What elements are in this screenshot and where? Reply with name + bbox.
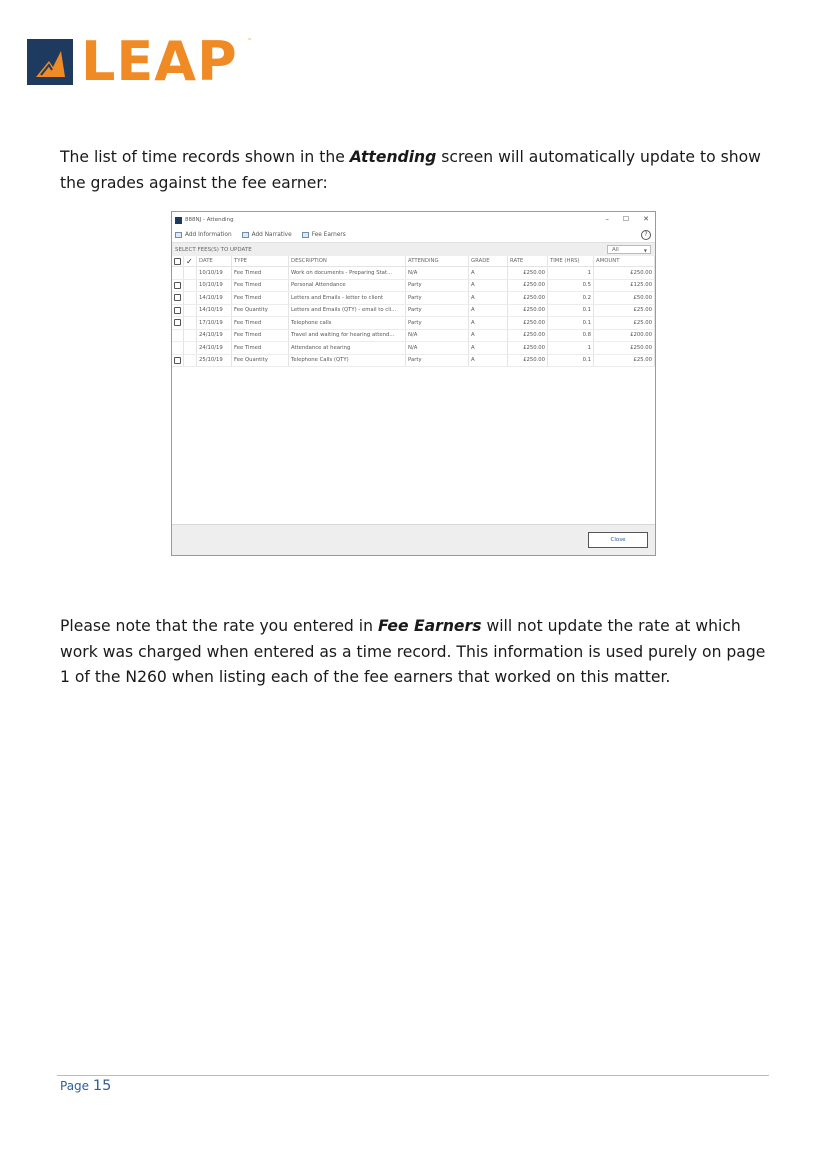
cell-attending: N/A	[406, 342, 469, 355]
leap-logo-icon	[27, 39, 73, 85]
select-fees-bar	[172, 242, 655, 256]
column-header[interactable]: DESCRIPTION	[289, 256, 406, 267]
cell-type: Fee Quantity	[232, 354, 289, 367]
footer-divider	[57, 1075, 769, 1076]
leap-logo-text: LEAP	[81, 30, 238, 93]
cell-description: Letters and Emails - letter to client	[289, 292, 406, 305]
add-information-label: Add Information	[185, 232, 232, 238]
cell-amount: £25.00	[594, 354, 655, 367]
add-narrative-label: Add Narrative	[251, 232, 292, 238]
row-checkbox-cell	[172, 329, 184, 342]
row-status-cell	[184, 317, 197, 330]
cell-description: Letters and Emails (QTY) - email to cli...	[289, 304, 406, 317]
cell-date: 10/10/19	[197, 267, 232, 280]
cell-amount: £25.00	[594, 317, 655, 330]
row-checkbox-cell	[172, 342, 184, 355]
row-checkbox[interactable]	[174, 307, 181, 314]
cell-rate: £250.00	[508, 329, 548, 342]
select-all-checkbox[interactable]	[172, 256, 184, 267]
table-row[interactable]	[172, 279, 655, 292]
window-title: 888NJ - Attending	[185, 217, 234, 223]
cell-rate: £250.00	[508, 304, 548, 317]
cell-amount: £250.00	[594, 342, 655, 355]
table-row[interactable]	[172, 292, 655, 305]
page-label: Page	[60, 1079, 90, 1093]
close-window-button[interactable]: ✕	[643, 215, 649, 223]
cell-amount: £200.00	[594, 329, 655, 342]
cell-date: 14/10/19	[197, 292, 232, 305]
row-checkbox-cell[interactable]	[172, 279, 184, 292]
minimize-button[interactable]: –	[605, 215, 609, 223]
note-emphasis: Fee Earners	[377, 617, 482, 635]
time-records-table	[172, 256, 655, 367]
intro-text-after: screen will automatically update to show the grades against the fee earner:	[60, 148, 761, 192]
row-checkbox[interactable]	[174, 357, 181, 364]
cell-grade: A	[469, 342, 508, 355]
cell-type: Fee Timed	[232, 267, 289, 280]
cell-grade: A	[469, 317, 508, 330]
leap-logo	[27, 30, 238, 93]
cell-rate: £250.00	[508, 292, 548, 305]
page-number	[60, 1078, 111, 1094]
cell-attending: Party	[406, 304, 469, 317]
cell-description: Personal Attendance	[289, 279, 406, 292]
intro-emphasis: Attending	[349, 148, 437, 166]
cell-amount: £25.00	[594, 304, 655, 317]
cell-amount: £50.00	[594, 292, 655, 305]
cell-rate: £250.00	[508, 279, 548, 292]
row-status-cell	[184, 267, 197, 280]
row-checkbox-cell[interactable]	[172, 317, 184, 330]
cell-amount: £125.00	[594, 279, 655, 292]
chevron-down-icon: ▼	[643, 248, 647, 253]
row-status-cell	[184, 329, 197, 342]
intro-text-before: The list of time records shown in the	[60, 148, 350, 166]
cell-amount: £250.00	[594, 267, 655, 280]
cell-attending: N/A	[406, 329, 469, 342]
table-row[interactable]	[172, 304, 655, 317]
cell-type: Fee Timed	[232, 342, 289, 355]
table-row[interactable]	[172, 267, 655, 280]
cell-attending: N/A	[406, 267, 469, 280]
cell-type: Fee Timed	[232, 292, 289, 305]
table-header-row	[172, 256, 655, 267]
table-row[interactable]	[172, 317, 655, 330]
intro-paragraph	[60, 145, 780, 196]
table-row[interactable]	[172, 329, 655, 342]
column-header[interactable]: ATTENDING	[406, 256, 469, 267]
row-checkbox-cell[interactable]	[172, 304, 184, 317]
cell-rate: £250.00	[508, 267, 548, 280]
add-information-icon	[175, 232, 182, 238]
cell-date: 25/10/19	[197, 354, 232, 367]
cell-time: 1	[548, 342, 594, 355]
row-status-cell	[184, 304, 197, 317]
note-text-before: Please note that the rate you entered in	[60, 617, 378, 635]
page-number-value: 15	[92, 1078, 112, 1094]
cell-attending: Party	[406, 317, 469, 330]
row-status-cell	[184, 354, 197, 367]
cell-date: 10/10/19	[197, 279, 232, 292]
column-header[interactable]: DATE	[197, 256, 232, 267]
cell-type: Fee Timed	[232, 329, 289, 342]
row-checkbox[interactable]	[174, 294, 181, 301]
cell-attending: Party	[406, 292, 469, 305]
cell-grade: A	[469, 329, 508, 342]
column-header[interactable]: TIME (HRS)	[548, 256, 594, 267]
row-status-cell	[184, 342, 197, 355]
row-checkbox-cell[interactable]	[172, 292, 184, 305]
row-status-cell	[184, 279, 197, 292]
cell-time: 0.8	[548, 329, 594, 342]
cell-date: 24/10/19	[197, 342, 232, 355]
table-row[interactable]	[172, 342, 655, 355]
row-checkbox[interactable]	[174, 282, 181, 289]
trademark-mark: ™	[247, 38, 252, 44]
note-paragraph	[60, 614, 780, 691]
row-checkbox[interactable]	[174, 319, 181, 326]
row-checkbox-cell	[172, 267, 184, 280]
maximize-button[interactable]: ☐	[622, 215, 630, 223]
cell-rate: £250.00	[508, 342, 548, 355]
close-button[interactable]: Close	[588, 532, 648, 548]
help-icon[interactable]: ?	[641, 230, 651, 240]
cell-time: 0.1	[548, 354, 594, 367]
cell-grade: A	[469, 267, 508, 280]
cell-grade: A	[469, 279, 508, 292]
cell-attending: Party	[406, 279, 469, 292]
cell-time: 0.1	[548, 317, 594, 330]
cell-description: Work on documents - Preparing Stat...	[289, 267, 406, 280]
filter-dropdown-value: All	[612, 247, 619, 253]
cell-date: 24/10/19	[197, 329, 232, 342]
fee-earners-label: Fee Earners	[311, 232, 346, 238]
filter-dropdown[interactable]	[607, 245, 651, 254]
cell-description: Telephone Calls (QTY)	[289, 354, 406, 367]
add-information-button[interactable]	[175, 232, 232, 238]
cell-time: 0.5	[548, 279, 594, 292]
cell-grade: A	[469, 304, 508, 317]
column-header[interactable]: GRADE	[469, 256, 508, 267]
window-footer	[172, 524, 655, 555]
attending-window	[171, 211, 656, 556]
fee-earners-icon	[302, 232, 309, 238]
cell-description: Telephone calls	[289, 317, 406, 330]
cell-attending: Party	[406, 354, 469, 367]
cell-rate: £250.00	[508, 317, 548, 330]
toolbar	[172, 228, 655, 242]
add-narrative-button[interactable]	[242, 232, 292, 238]
window-titlebar	[172, 212, 655, 228]
cell-time: 1	[548, 267, 594, 280]
cell-date: 17/10/19	[197, 317, 232, 330]
checkmark-icon: ✓	[184, 256, 197, 267]
add-narrative-icon	[242, 232, 249, 238]
column-header[interactable]: RATE	[508, 256, 548, 267]
app-icon	[175, 217, 182, 224]
select-fees-label: SELECT FEES(S) TO UPDATE	[175, 246, 252, 253]
column-header[interactable]: AMOUNT	[594, 256, 655, 267]
cell-type: Fee Timed	[232, 317, 289, 330]
cell-date: 14/10/19	[197, 304, 232, 317]
cell-time: 0.1	[548, 304, 594, 317]
cell-grade: A	[469, 292, 508, 305]
row-checkbox-cell[interactable]	[172, 354, 184, 367]
cell-time: 0.2	[548, 292, 594, 305]
column-header[interactable]: TYPE	[232, 256, 289, 267]
cell-rate: £250.00	[508, 354, 548, 367]
row-status-cell	[184, 292, 197, 305]
cell-grade: A	[469, 354, 508, 367]
cell-type: Fee Timed	[232, 279, 289, 292]
table-row[interactable]	[172, 354, 655, 367]
cell-type: Fee Quantity	[232, 304, 289, 317]
cell-description: Attendance at hearing	[289, 342, 406, 355]
cell-description: Travel and waiting for hearing attend...	[289, 329, 406, 342]
fee-earners-button[interactable]	[302, 232, 346, 238]
note-text-after: will not update the rate at which work was charged when entered as a time record. This information is used purely on page 1 of the N260 when listing each of the fee earners that worked on this matter.	[60, 617, 766, 686]
